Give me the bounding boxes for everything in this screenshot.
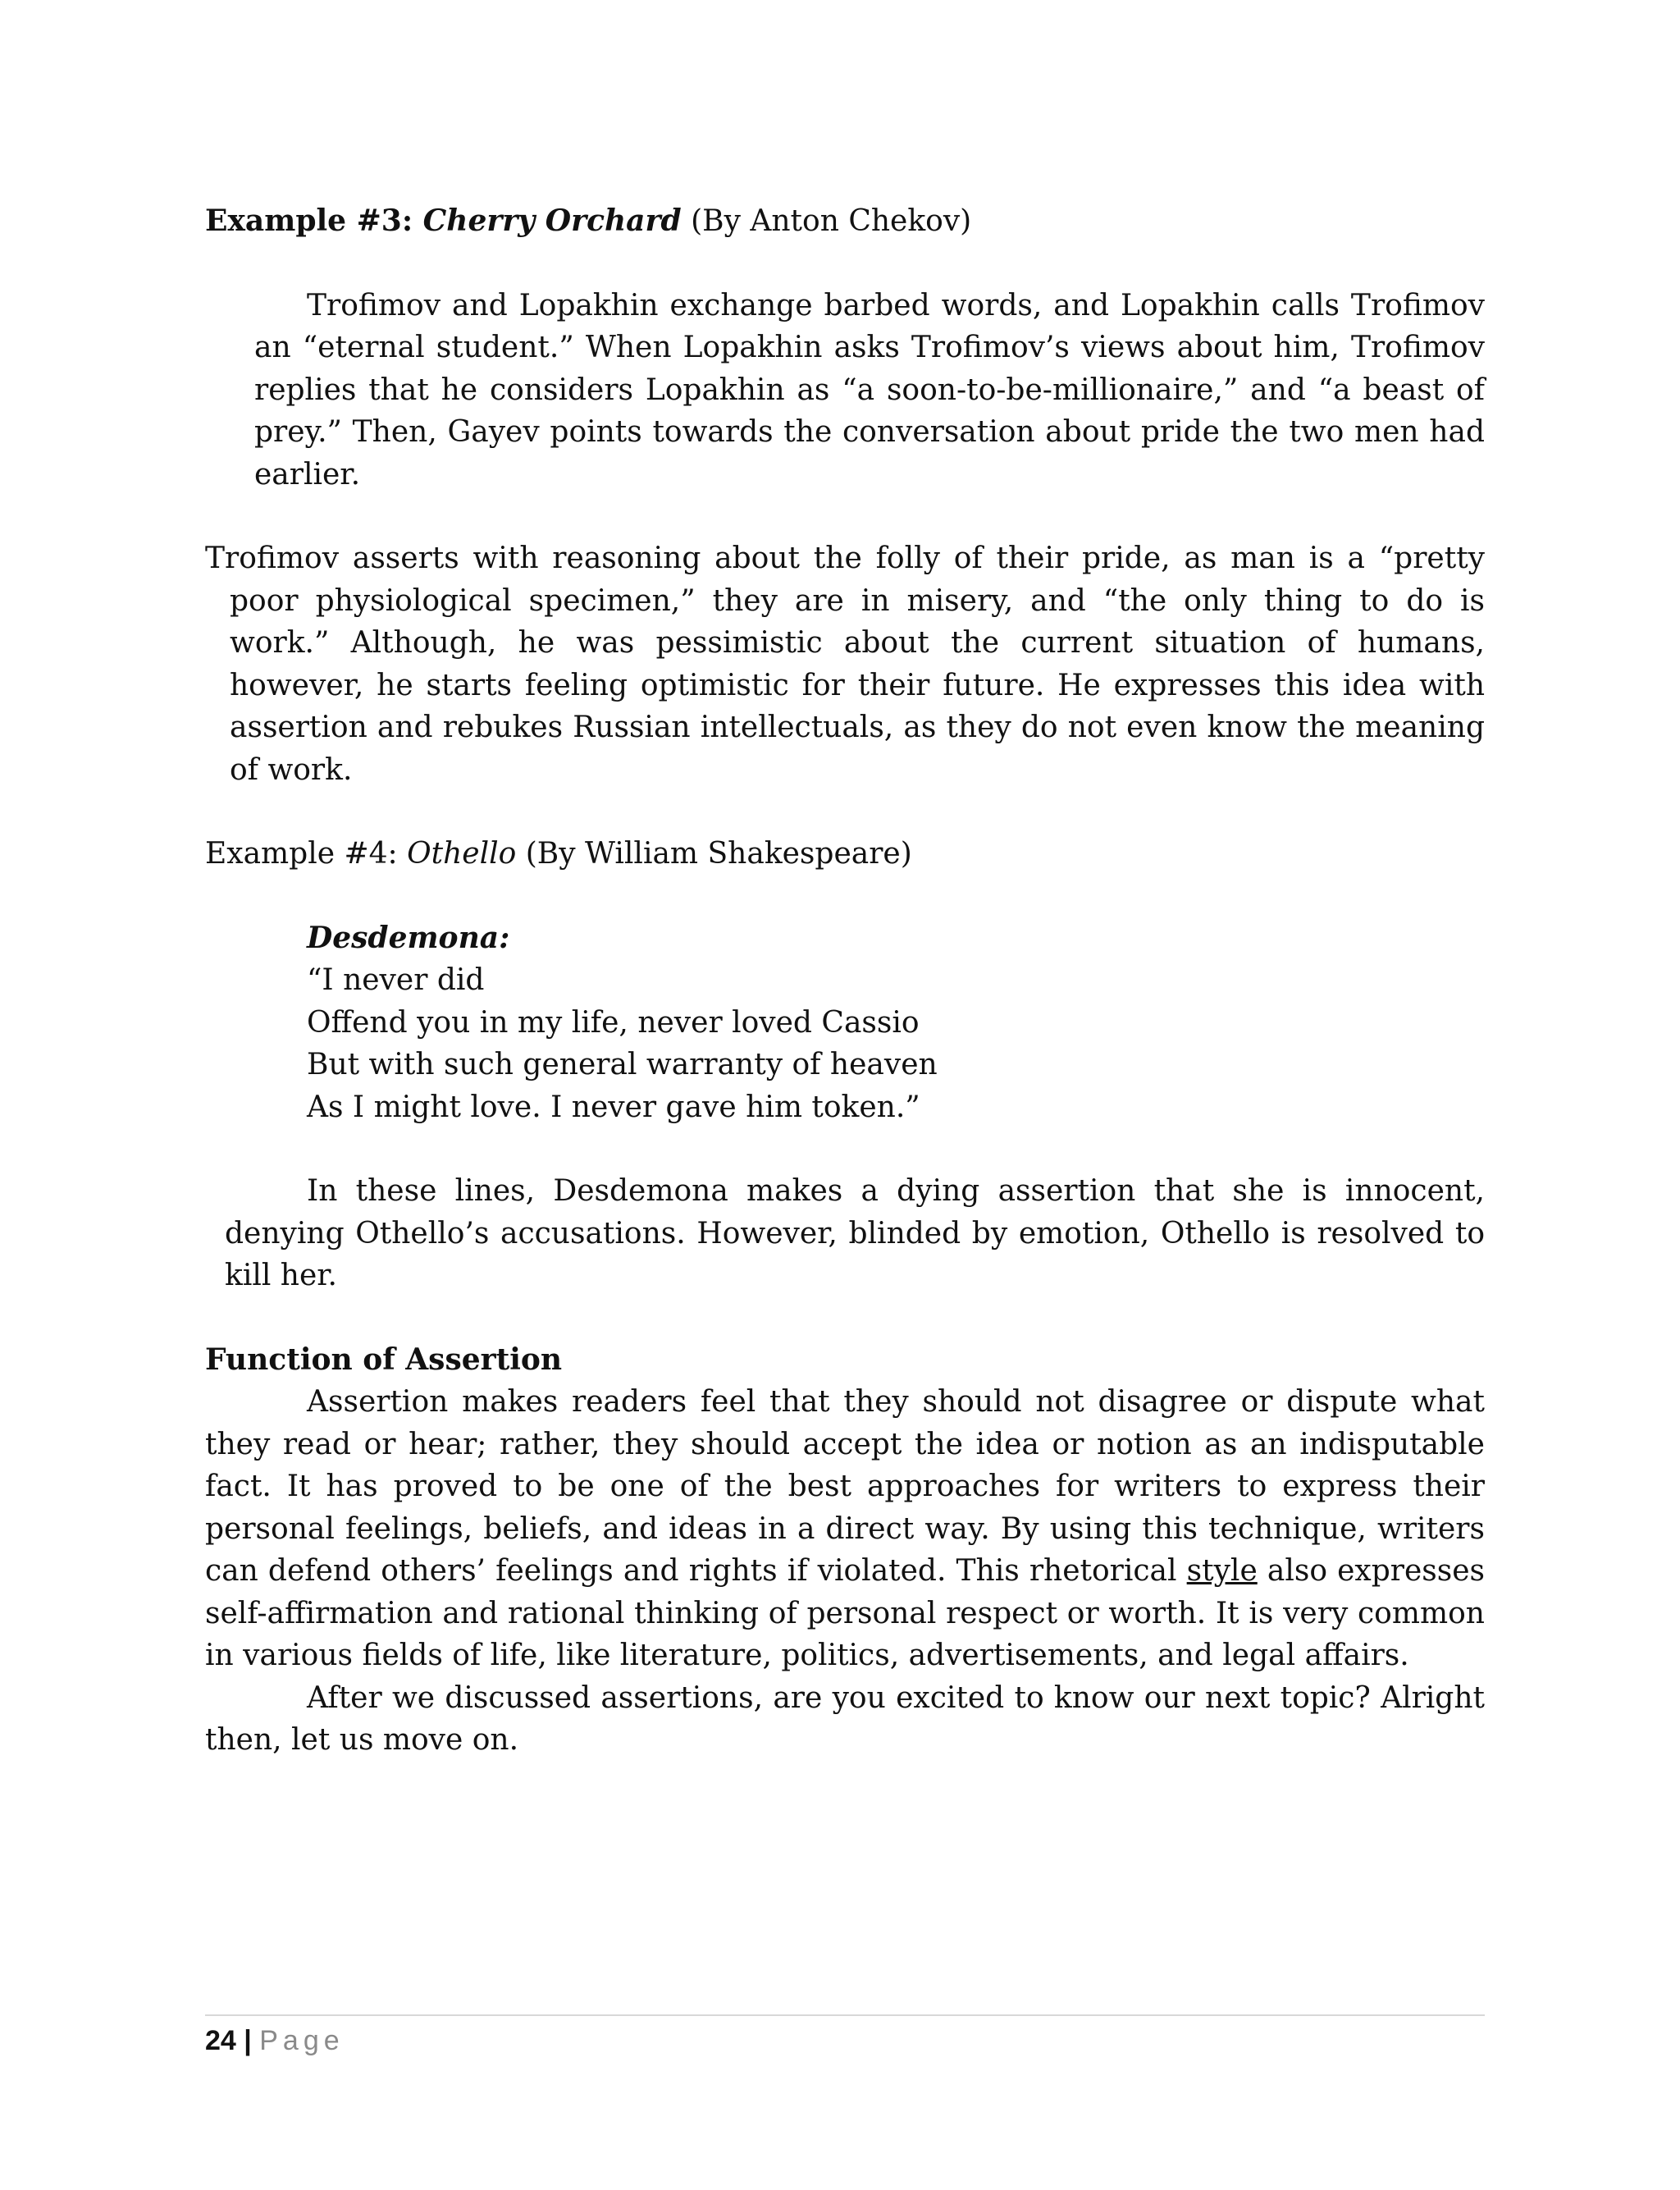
verse-line: Offend you in my life, never loved Cassio	[307, 1005, 920, 1040]
function-paragraph-1	[205, 1381, 1485, 1677]
page-number: 24	[205, 2025, 236, 2056]
spacer	[205, 791, 1485, 833]
verse-speaker: Desdemona:	[307, 920, 510, 955]
example-3-paragraph-1-block	[205, 285, 1485, 496]
example-4-byline: (By William Shakespeare)	[516, 837, 912, 871]
example-3-title: Cherry Orchard	[422, 203, 682, 238]
spacer	[205, 243, 1485, 285]
page-label: Page	[259, 2025, 345, 2056]
example-3-heading	[205, 200, 1485, 243]
style-link[interactable]: style	[1186, 1554, 1258, 1588]
verse-line: But with such general warranty of heaven	[307, 1048, 938, 1081]
function-paragraph-1-text-a: Assertion makes readers feel that they should not disagree or dispute what they read or hear; rather, they should accept the idea or notion as an indisputable fact. It has proved to be one of the best approaches for writers to express their personal feelings, beliefs, and ideas in a direct way. By using this technique, writers can defend others’ feelings and rights if violated. This rhetorical	[205, 1385, 1485, 1588]
verse-block	[205, 917, 1485, 1129]
document-body	[205, 200, 1485, 1762]
footer-divider	[205, 2014, 1485, 2016]
example-4-title: Othello	[407, 837, 517, 871]
page-footer	[205, 2020, 345, 2061]
example-4-paragraph-block	[205, 1170, 1485, 1297]
example-3-paragraph-2: Trofimov asserts with reasoning about the folly of their pride, as man is a “pretty poor physiological specimen,” they are in misery, and “the only thing to do is work.” Although, he was pessimistic about the current situation of humans, however, he starts feeling optimistic for their future. He expresses this idea with assertion and rebukes Russian intellectuals, as they do not even know the meaning of work.	[205, 542, 1485, 787]
spacer	[205, 496, 1485, 537]
example-3-label: Example #3:	[205, 203, 423, 238]
spacer	[205, 876, 1485, 917]
page-separator: |	[235, 2025, 260, 2056]
spacer	[205, 1128, 1485, 1170]
function-paragraph-1-text-b: also expresses self-affirmation and rational thinking of personal respect or worth. It is very common in various fields of life, like literature, politics, advertisements, and legal affairs.	[205, 1554, 1486, 1672]
function-paragraph-2: After we discussed assertions, are you excited to know our next topic? Alright then, let us move on.	[205, 1680, 1485, 1757]
verse-line: “I never did	[307, 963, 485, 997]
verse-line: As I might love. I never gave him token.”	[307, 1090, 920, 1124]
example-4-heading	[205, 833, 1485, 876]
spacer	[205, 1297, 1485, 1339]
example-4-paragraph: In these lines, Desdemona makes a dying assertion that she is innocent, denying Othello’s accusations. However, blinded by emotion, Othello is resolved to kill her.	[225, 1174, 1485, 1292]
example-4-label: Example #4:	[205, 837, 408, 871]
example-3-paragraph-1: Trofimov and Lopakhin exchange barbed words, and Lopakhin calls Trofimov an “eternal student.” When Lopakhin asks Trofimov’s views about him, Trofimov replies that he considers Lopakhin as “a soon-to-be-millionaire,” and “a beast of prey.” Then, Gayev points towards the conversation about pride the two men had earlier.	[254, 288, 1485, 491]
example-3-byline: (By Anton Chekov)	[681, 204, 972, 238]
function-heading: Function of Assertion	[205, 1342, 563, 1377]
